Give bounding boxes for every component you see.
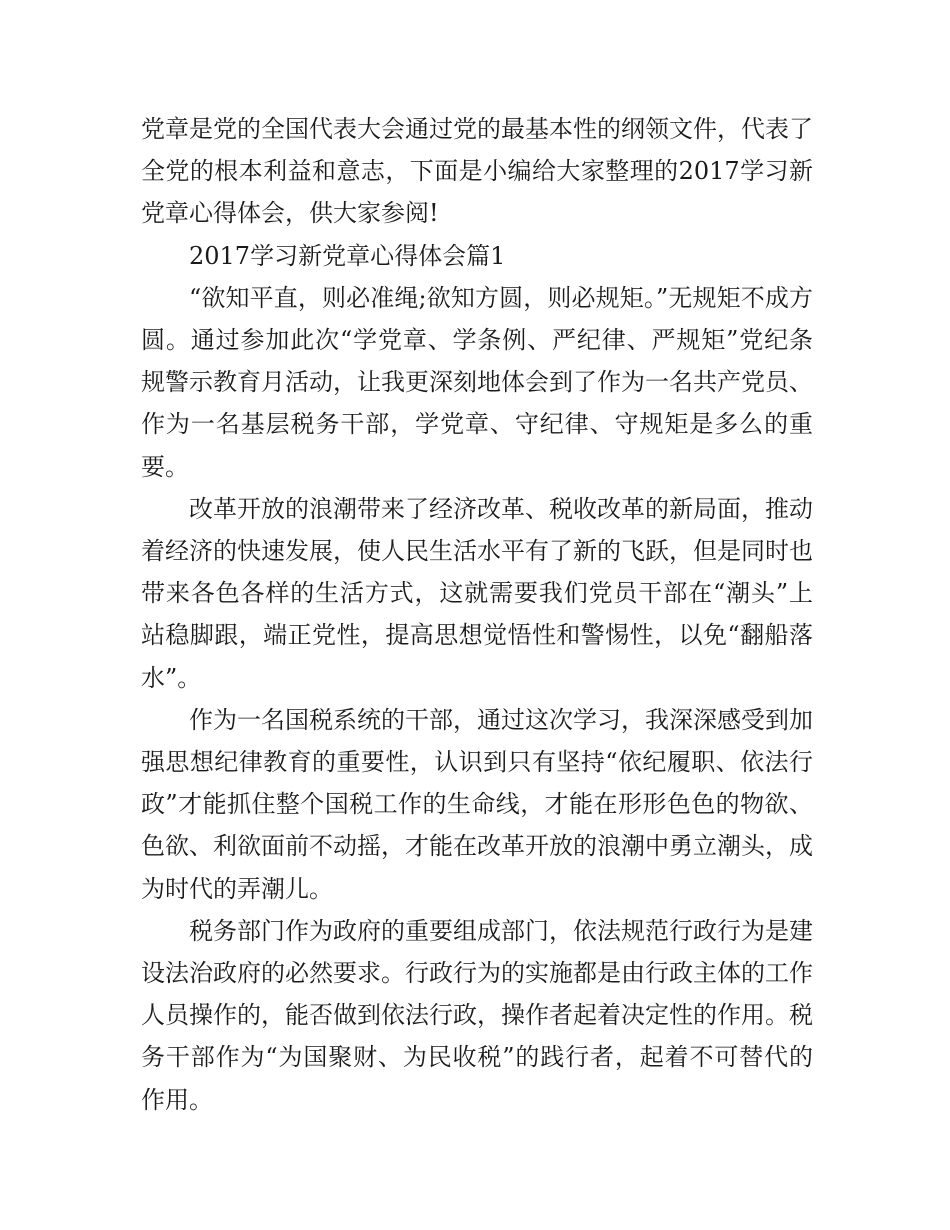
section-heading: 2017学习新党章心得体会篇1	[189, 241, 506, 270]
body-paragraph-1: “欲知平直，则必准绳;欲知方圆，则必规矩。”无规矩不成方圆。通过参加此次“学党章、学条例、严纪律、严规矩”党纪条规警示教育月活动，让我更深刻地体会到了作为一名共产党员、作为一名基层税务干部，学党章、守纪律、守规矩是多么的重要。	[141, 283, 813, 481]
document-body	[141, 108, 813, 1121]
body-paragraph-2: 改革开放的浪潮带来了经济改革、税收改革的新局面，推动着经济的快速发展，使人民生活水平有了新的飞跃，但是同时也带来各色各样的生活方式，这就需要我们党员干部在“潮头”上站稳脚跟，端正党性，提高思想觉悟性和警惕性，以免“翻船落水”。	[141, 494, 813, 692]
body-paragraph-4: 税务部门作为政府的重要组成部门，依法规范行政行为是建设法治政府的必然要求。行政行为的实施都是由行政主体的工作人员操作的，能否做到依法行政，操作者起着决定性的作用。税务干部作为“为国聚财、为民收税”的践行者，起着不可替代的作用。	[141, 916, 813, 1114]
body-paragraph-3: 作为一名国税系统的干部，通过这次学习，我深深感受到加强思想纪律教育的重要性，认识到只有坚持“依纪履职、依法行政”才能抓住整个国税工作的生命线，才能在形形色色的物欲、色欲、利欲面前不动摇，才能在改革开放的浪潮中勇立潮头，成为时代的弄潮儿。	[141, 705, 813, 903]
intro-paragraph: 党章是党的全国代表大会通过党的最基本性的纲领文件，代表了全党的根本利益和意志，下面是小编给大家整理的2017学习新党章心得体会，供大家参阅!	[141, 115, 813, 228]
